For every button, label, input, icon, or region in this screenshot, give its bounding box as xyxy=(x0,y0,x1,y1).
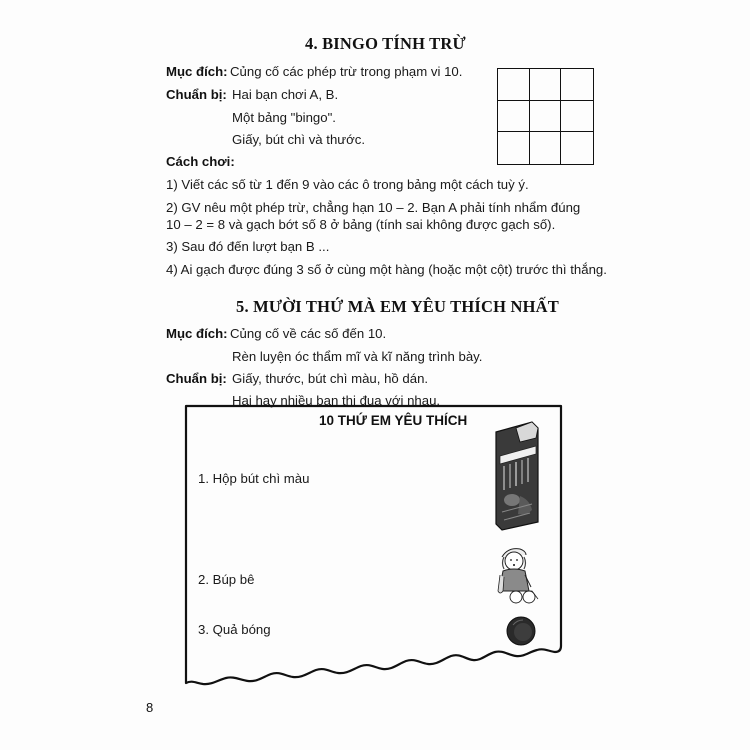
section-4-prep-label: Chuẩn bị: xyxy=(166,87,227,102)
favorite-item: 2. Búp bê xyxy=(198,572,255,587)
section-4-prep-line: Hai bạn chơi A, B. xyxy=(232,87,339,102)
section-4-step: 2) GV nêu một phép trừ, chẳng hạn 10 – 2. Bạn A phải tính nhẩm đúng xyxy=(166,200,581,215)
section-4-step: 1) Viết các số từ 1 đến 9 vào các ô trong bảng một cách tuỳ ý. xyxy=(166,177,529,192)
section-4-title: 4. BINGO TÍNH TRỪ xyxy=(305,34,466,53)
bingo-cell xyxy=(561,101,593,133)
colored-pencil-box-icon xyxy=(492,420,542,532)
section-5-purpose-line: Củng cố về các số đến 10. xyxy=(230,326,387,341)
bingo-cell xyxy=(530,132,562,164)
ball-icon xyxy=(505,615,537,647)
favorites-sheet-title: 10 THỨ EM YÊU THÍCH xyxy=(319,413,468,428)
section-4-purpose-label: Mục đích: xyxy=(166,64,228,79)
bingo-cell xyxy=(498,132,530,164)
section-4-prep-line: Giấy, bút chì và thước. xyxy=(232,132,366,147)
section-4-step: 3) Sau đó đến lượt bạn B ... xyxy=(166,239,330,254)
bingo-grid xyxy=(497,68,594,165)
section-4-step: 4) Ai gạch được đúng 3 số ở cùng một hàng (hoặc một cột) trước thì thắng. xyxy=(166,262,607,277)
favorite-item: 1. Hộp bút chì màu xyxy=(198,471,310,486)
bingo-cell xyxy=(530,69,562,101)
bingo-cell xyxy=(561,69,593,101)
section-4-prep-line: Một bảng "bingo". xyxy=(232,110,336,125)
section-4-step: 10 – 2 = 8 và gạch bớt số 8 ở bảng (tính sai không được gạch số). xyxy=(166,217,556,232)
bingo-cell xyxy=(561,132,593,164)
bingo-cell xyxy=(530,101,562,133)
section-4-purpose-line: Củng cố các phép trừ trong phạm vi 10. xyxy=(230,64,463,79)
section-4-howto-label: Cách chơi: xyxy=(166,154,235,169)
favorite-item: 3. Quả bóng xyxy=(198,622,271,637)
section-5-purpose-line: Rèn luyện óc thẩm mĩ và kĩ năng trình bày. xyxy=(232,349,483,364)
section-5-title: 5. MƯỜI THỨ MÀ EM YÊU THÍCH NHẤT xyxy=(236,297,559,316)
page-number: 8 xyxy=(146,700,154,715)
doll-icon xyxy=(494,545,544,609)
section-5-prep-line: Hai hay nhiều bạn thi đua với nhau. xyxy=(232,393,441,408)
section-5-prep-line: Giấy, thước, bút chì màu, hồ dán. xyxy=(232,371,429,386)
section-5-prep-label: Chuẩn bị: xyxy=(166,371,227,386)
section-5-purpose-label: Mục đích: xyxy=(166,326,228,341)
bingo-cell xyxy=(498,69,530,101)
bingo-cell xyxy=(498,101,530,133)
